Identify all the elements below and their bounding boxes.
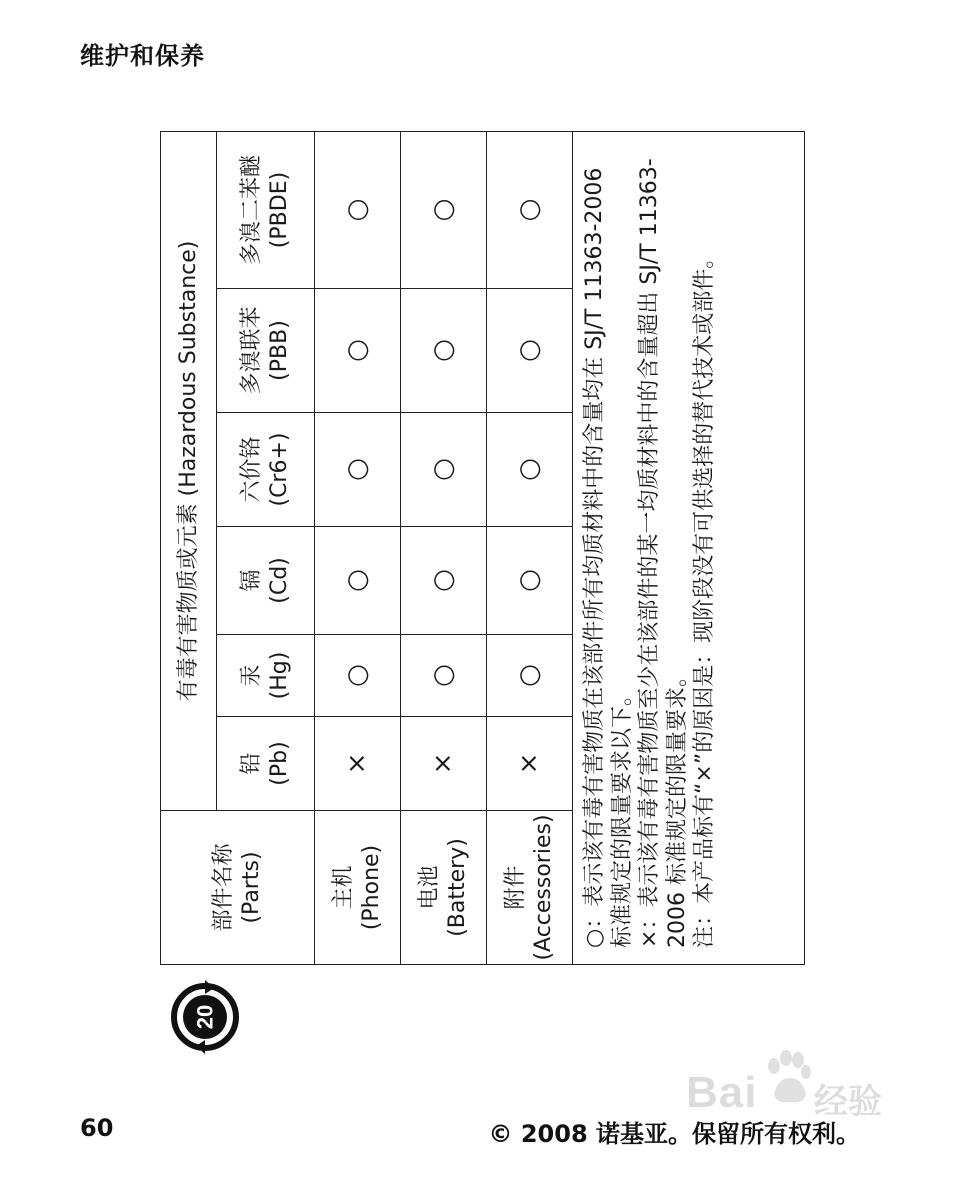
mark-cell: ○ <box>315 132 401 289</box>
substance-header: 铅 (Pb) <box>217 717 315 811</box>
notes-row <box>573 132 805 965</box>
parts-header-cell <box>161 811 315 965</box>
mark-cell: ○ <box>401 413 487 527</box>
note-cross: ×：表示该有毒有害物质至少在该部件的某一均质材料中的含量超出 SJ/T 11363-2006 标准规定的限量要求。 <box>637 158 690 948</box>
hazardous-substance-table <box>160 131 805 965</box>
substance-header: 汞 (Hg) <box>217 635 315 717</box>
part-name-cell: 电池 (Battery) <box>401 811 487 965</box>
mark-cell: ○ <box>401 289 487 413</box>
hazardous-substance-table-container <box>160 132 804 965</box>
note-circle: ○：表示该有毒有害物质在该部件所有均质材料中的含量均在 SJ/T 11363-2006 标准规定的限量要求以下。 <box>582 167 635 948</box>
mark-cell: ○ <box>487 527 573 635</box>
logo-text: 20 <box>192 1004 218 1030</box>
substance-header: 六价铬 (Cr6+) <box>217 413 315 527</box>
copyright-text: © 2008 诺基亚。保留所有权利。 <box>488 1120 860 1148</box>
notes-cell <box>573 132 805 965</box>
table-header-row <box>161 132 217 965</box>
mark-cell: ○ <box>401 635 487 717</box>
mark-cell: × <box>315 717 401 811</box>
paw-icon <box>764 1050 814 1114</box>
mark-cell: ○ <box>315 527 401 635</box>
part-name-cell: 主机 (Phone) <box>315 811 401 965</box>
watermark-brand: Bai <box>686 1068 758 1117</box>
substance-header: 多溴二苯醚 (PBDE) <box>217 132 315 289</box>
substance-header: 多溴联苯 (PBB) <box>217 289 315 413</box>
mark-cell: ○ <box>487 289 573 413</box>
mark-cell: ○ <box>401 132 487 289</box>
mark-cell: × <box>401 717 487 811</box>
page-header-title: 维护和保养 <box>80 42 205 70</box>
mark-cell: ○ <box>487 132 573 289</box>
mark-cell: × <box>487 717 573 811</box>
page-number: 60 <box>80 1114 114 1142</box>
table-row <box>487 132 573 965</box>
mark-cell: ○ <box>315 289 401 413</box>
parts-header-cn: 部件名称 <box>211 843 236 932</box>
part-name-cell: 附件 (Accessories) <box>487 811 573 965</box>
table-row <box>401 132 487 965</box>
mark-cell: ○ <box>315 413 401 527</box>
note-remark: 注：本产品标有“×”的原因是：现阶段没有可供选择的替代技术或部件。 <box>692 246 717 948</box>
environmental-protection-period-icon <box>168 980 242 1054</box>
hazard-header-cell: 有毒有害物质或元素 (Hazardous Substance) <box>161 132 217 811</box>
mark-cell: ○ <box>315 635 401 717</box>
watermark-cn: 经验 <box>814 1082 882 1122</box>
table-row <box>315 132 401 965</box>
substance-header: 镉 (Cd) <box>217 527 315 635</box>
mark-cell: ○ <box>401 527 487 635</box>
mark-cell: ○ <box>487 413 573 527</box>
mark-cell: ○ <box>487 635 573 717</box>
parts-header-en: (Parts) <box>238 851 264 924</box>
